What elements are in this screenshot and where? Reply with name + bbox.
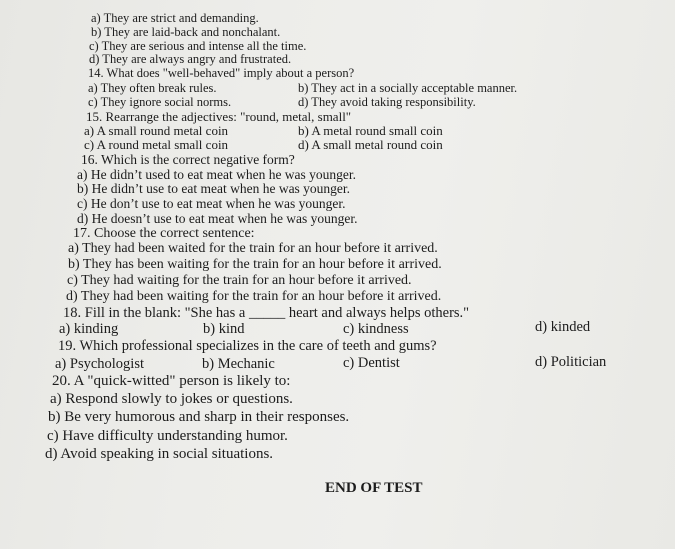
q17-option-d: d) They had been waiting for the train for an hour before it arrived. (66, 289, 442, 304)
q15-prompt: 15. Rearrange the adjectives: "round, metal, small" (86, 109, 352, 124)
q14-option-a: a) They often break rules. (88, 81, 217, 95)
q16-option-b: b) He didn’t use to eat meat when he was younger. (77, 181, 351, 196)
q15-option-a: a) A small round metal coin (84, 123, 229, 138)
q17-option-b: b) They has been waiting for the train for an hour before it arrived. (68, 257, 442, 272)
q19-option-c: c) Dentist (343, 355, 400, 371)
q19-option-b: b) Mechanic (202, 356, 275, 372)
q20-option-a: a) Respond slowly to jokes or questions. (50, 391, 293, 407)
q16-option-c: c) He don’t use to eat meat when he was younger. (77, 196, 346, 211)
q18-option-b: b) kind (203, 321, 245, 337)
q18-option-d: d) kinded (535, 319, 591, 335)
q20-option-d: d) Avoid speaking in social situations. (45, 446, 274, 462)
q18-option-c: c) kindness (343, 321, 409, 337)
q15-option-d: d) A small metal round coin (298, 137, 443, 152)
q14-option-c: c) They ignore social norms. (88, 95, 232, 109)
q19-prompt: 19. Which professional specializes in the care of teeth and gums? (58, 338, 437, 354)
q13-option-a: a) They are strict and demanding. (91, 11, 259, 25)
q17-option-c: c) They had waiting for the train for an hour before it arrived. (67, 273, 412, 288)
q18-prompt: 18. Fill in the blank: "She has a _____ heart and always helps others." (63, 305, 470, 321)
q14-option-d: d) They avoid taking responsibility. (298, 95, 476, 109)
q13-option-c: c) They are serious and intense all the time. (89, 39, 307, 53)
q17-option-a: a) They had been waited for the train for an hour before it arrived. (68, 241, 438, 256)
q16-option-a: a) He didn’t used to eat meat when he was younger. (77, 167, 357, 182)
q16-prompt: 16. Which is the correct negative form? (81, 152, 295, 167)
q20-option-b: b) Be very humorous and sharp in their responses. (48, 409, 350, 425)
q15-option-c: c) A round metal small coin (84, 137, 229, 152)
q19-option-d: d) Politician (535, 354, 607, 370)
q19-option-a: a) Psychologist (55, 356, 145, 372)
q20-prompt: 20. A "quick-witted" person is likely to: (52, 373, 291, 389)
q14-prompt: 14. What does "well-behaved" imply about a person? (88, 66, 355, 80)
q16-option-d: d) He doesn’t use to eat meat when he was younger. (77, 211, 358, 226)
q17-prompt: 17. Choose the correct sentence: (73, 226, 255, 241)
q18-option-a: a) kinding (59, 321, 119, 337)
q15-option-b: b) A metal round small coin (298, 123, 443, 138)
q20-option-c: c) Have difficulty understanding humor. (47, 428, 288, 444)
q13-option-b: b) They are laid-back and nonchalant. (91, 25, 281, 39)
q14-option-b: b) They act in a socially acceptable manner. (298, 81, 518, 95)
q13-option-d: d) They are always angry and frustrated. (89, 52, 292, 66)
end-of-test-label: END OF TEST (325, 480, 423, 496)
